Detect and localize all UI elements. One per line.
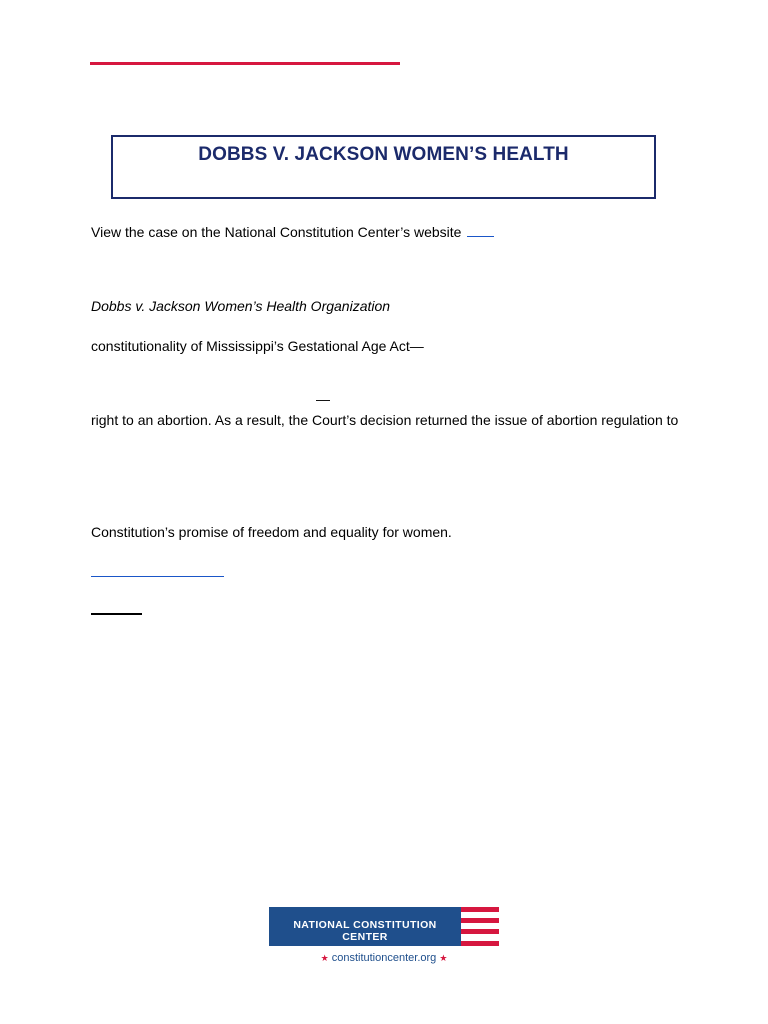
logo-name: NATIONAL CONSTITUTION CENTER xyxy=(293,919,437,943)
flag-stripes-icon xyxy=(461,907,499,946)
stripe xyxy=(461,907,499,912)
black-rule xyxy=(91,613,142,615)
hyperlink-underline[interactable] xyxy=(91,576,224,577)
logo-url-text: constitutioncenter.org xyxy=(331,952,437,964)
website-link[interactable] xyxy=(467,235,494,237)
ncc-logo xyxy=(269,907,499,967)
star-icon: ★ xyxy=(439,953,448,963)
logo-bar xyxy=(269,907,461,946)
top-accent-rule xyxy=(90,62,400,65)
star-icon: ★ xyxy=(320,953,329,963)
website-line xyxy=(91,224,494,240)
document-title: DOBBS V. JACKSON WOMEN’S HEALTH xyxy=(198,144,569,165)
stripe xyxy=(461,941,499,946)
logo-url xyxy=(269,952,499,964)
title-box xyxy=(111,135,656,199)
stripe xyxy=(461,929,499,934)
paragraph-line: Constitution’s promise of freedom and equality for women. xyxy=(91,524,452,540)
case-name: Dobbs v. Jackson Women’s Health Organization xyxy=(91,298,391,314)
paragraph-line: constitutionality of Mississippi’s Gestational Age Act— xyxy=(91,338,424,354)
stripe xyxy=(461,918,499,923)
website-line-text: View the case on the National Constitution Center’s website xyxy=(91,224,462,240)
em-dash: — xyxy=(316,391,330,407)
paragraph-line: right to an abortion. As a result, the Court’s decision returned the issue of abortion regulation to xyxy=(91,412,679,428)
